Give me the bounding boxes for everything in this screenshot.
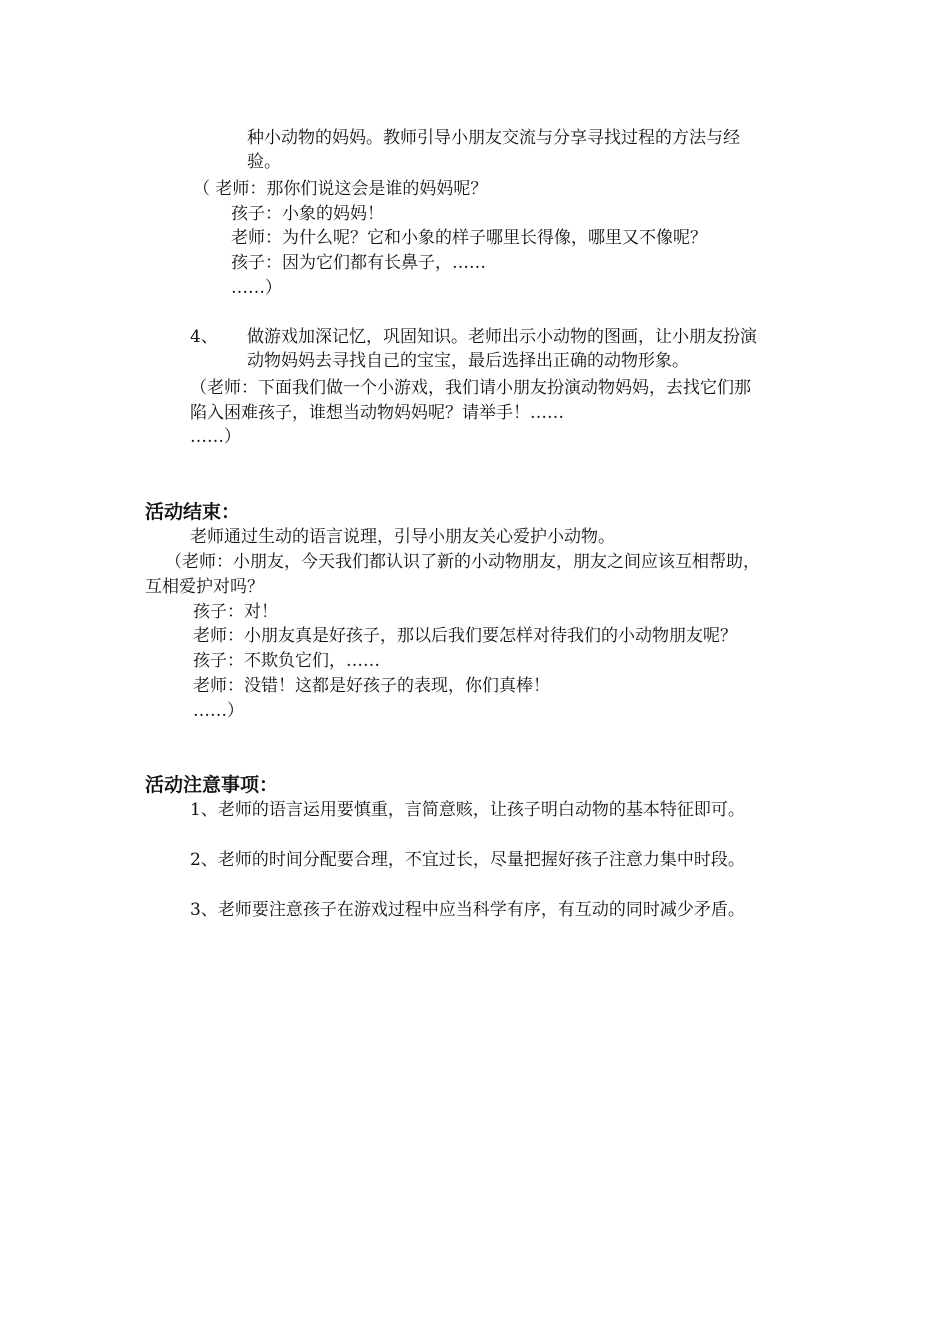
dialogue-line: （老师：小朋友，今天我们都认识了新的小动物朋友，朋友之间应该互相帮助， [165, 552, 760, 572]
note-item: 1、老师的语言运用要慎重，言简意赅，让孩子明白动物的基本特征即可。 [190, 800, 745, 820]
dialogue-line: ……） [190, 427, 241, 447]
dialogue-line: 老师：小朋友真是好孩子，那以后我们要怎样对待我们的小动物朋友呢？ [193, 626, 737, 646]
dialogue-line: 陷入困难孩子，谁想当动物妈妈呢？请举手！…… [190, 403, 564, 423]
step-number: 4、 [190, 327, 218, 347]
dialogue-line: ……） [193, 701, 244, 721]
step3-text-line: 种小动物的妈妈。教师引导小朋友交流与分享寻找过程的方法与经 [247, 128, 740, 148]
note-item: 2、老师的时间分配要合理，不宜过长，尽量把握好孩子注意力集中时段。 [190, 850, 745, 870]
note-item: 3、老师要注意孩子在游戏过程中应当科学有序，有互动的同时减少矛盾。 [190, 900, 745, 920]
step4-text-line: 做游戏加深记忆，巩固知识。老师出示小动物的图画，让小朋友扮演 [247, 327, 757, 347]
step4-text-line: 动物妈妈去寻找自己的宝宝，最后选择出正确的动物形象。 [247, 351, 689, 371]
dialogue-line: 孩子：对！ [193, 602, 278, 622]
dialogue-line: （ 老师：那你们说这会是谁的妈妈呢？ [193, 179, 488, 199]
section-heading-notes: 活动注意事项： [145, 774, 279, 796]
dialogue-line: 互相爱护对吗？ [145, 577, 264, 597]
dialogue-line: 孩子：小象的妈妈！ [231, 204, 384, 224]
dialogue-line: 孩子：不欺负它们，…… [193, 651, 380, 671]
dialogue-line: 老师：为什么呢？它和小象的样子哪里长得像，哪里又不像呢？ [231, 228, 707, 248]
section-heading-end: 活动结束： [145, 501, 241, 523]
dialogue-line: ……） [231, 278, 282, 298]
step3-text-line: 验。 [247, 152, 281, 172]
dialogue-line: 孩子：因为它们都有长鼻子，…… [231, 253, 486, 273]
dialogue-line: 老师：没错！这都是好孩子的表现，你们真棒！ [193, 676, 550, 696]
paragraph: 老师通过生动的语言说理，引导小朋友关心爱护小动物。 [190, 527, 615, 547]
dialogue-line: （老师：下面我们做一个小游戏，我们请小朋友扮演动物妈妈，去找它们那 [190, 378, 751, 398]
